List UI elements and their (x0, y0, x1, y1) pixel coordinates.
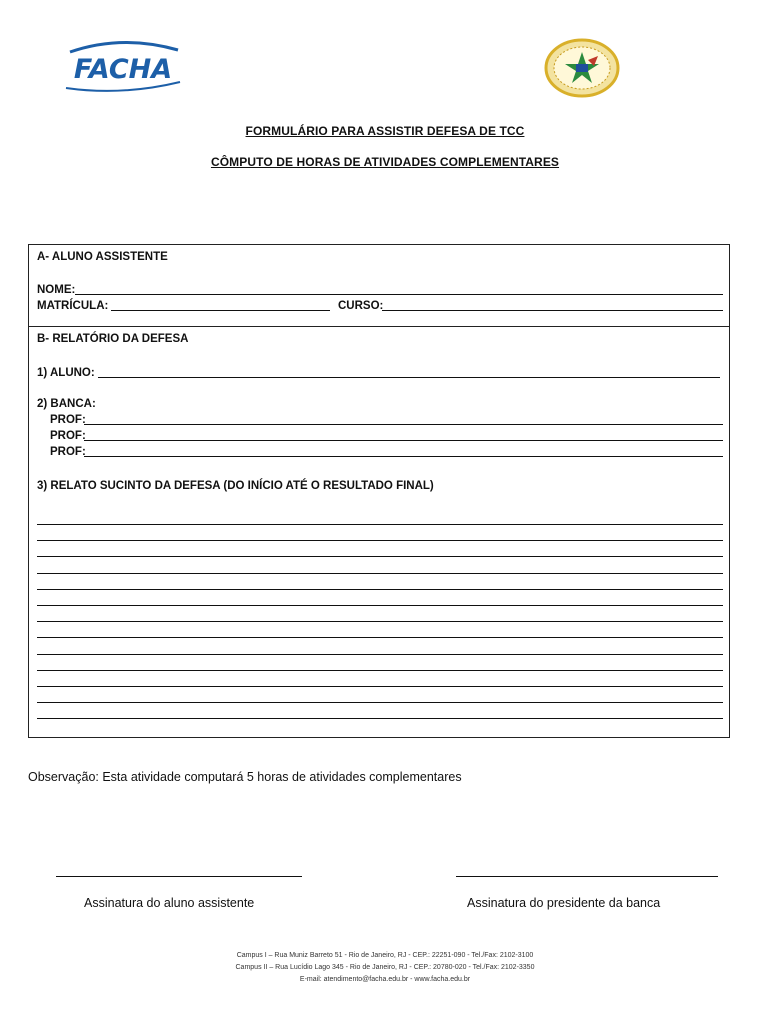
observation-text: Observação: Esta atividade computará 5 horas de atividades complementares (28, 770, 462, 784)
matricula-label: MATRÍCULA: (37, 300, 109, 312)
prof-field[interactable] (84, 424, 723, 425)
facha-logo-text: FACHA (73, 54, 173, 85)
relato-line[interactable] (37, 718, 723, 719)
facha-logo (62, 38, 184, 92)
prof-field[interactable] (84, 440, 723, 441)
footer-address-1: Campus I – Rua Muniz Barreto 51 - Rio de Janeiro, RJ - CEP.: 22251-090 - Tel./Fax: 2102-3100 (236, 952, 534, 959)
section-divider (28, 326, 730, 327)
relato-line[interactable] (37, 670, 723, 671)
footer-contact: E-mail: atendimento@facha.edu.br - www.facha.edu.br (299, 976, 471, 983)
section-b-heading: B- RELATÓRIO DA DEFESA (37, 333, 189, 345)
prof-field[interactable] (84, 456, 723, 457)
relato-line[interactable] (37, 637, 723, 638)
curso-field[interactable] (382, 310, 723, 311)
nome-label: NOME: (37, 284, 76, 296)
relato-line[interactable] (37, 654, 723, 655)
student-signature-label: Assinatura do aluno assistente (84, 896, 255, 910)
student-signature-line[interactable] (56, 876, 302, 877)
relato-line[interactable] (37, 589, 723, 590)
matricula-field[interactable] (111, 310, 330, 311)
banca-label: 2) BANCA: (37, 398, 96, 410)
section-a-heading: A- ALUNO ASSISTENTE (37, 251, 168, 263)
nome-field[interactable] (75, 294, 723, 295)
president-signature-line[interactable] (456, 876, 718, 877)
aluno-field[interactable] (98, 377, 720, 378)
footer-address-2: Campus II – Rua Lucídio Lago 345 - Rio de Janeiro, RJ - CEP.: 20780-020 - Tel./Fax: 2102-3350 (235, 964, 535, 971)
aluno-label: 1) ALUNO: (37, 367, 95, 379)
president-signature-label: Assinatura do presidente da banca (467, 896, 661, 910)
institution-seal-icon (542, 38, 622, 98)
form-title: FORMULÁRIO PARA ASSISTIR DEFESA DE TCC (245, 124, 525, 138)
prof-label: PROF: (50, 446, 86, 458)
relato-line[interactable] (37, 556, 723, 557)
curso-label: CURSO: (338, 300, 384, 312)
form-subtitle: CÔMPUTO DE HORAS DE ATIVIDADES COMPLEMENTARES (210, 155, 560, 169)
relato-line[interactable] (37, 686, 723, 687)
relato-line[interactable] (37, 605, 723, 606)
relato-line[interactable] (37, 621, 723, 622)
relato-line[interactable] (37, 573, 723, 574)
relato-line[interactable] (37, 702, 723, 703)
prof-label: PROF: (50, 414, 86, 426)
relato-line[interactable] (37, 540, 723, 541)
relato-label: 3) RELATO SUCINTO DA DEFESA (DO INÍCIO ATÉ O RESULTADO FINAL) (37, 480, 434, 492)
relato-line[interactable] (37, 524, 723, 525)
prof-label: PROF: (50, 430, 86, 442)
